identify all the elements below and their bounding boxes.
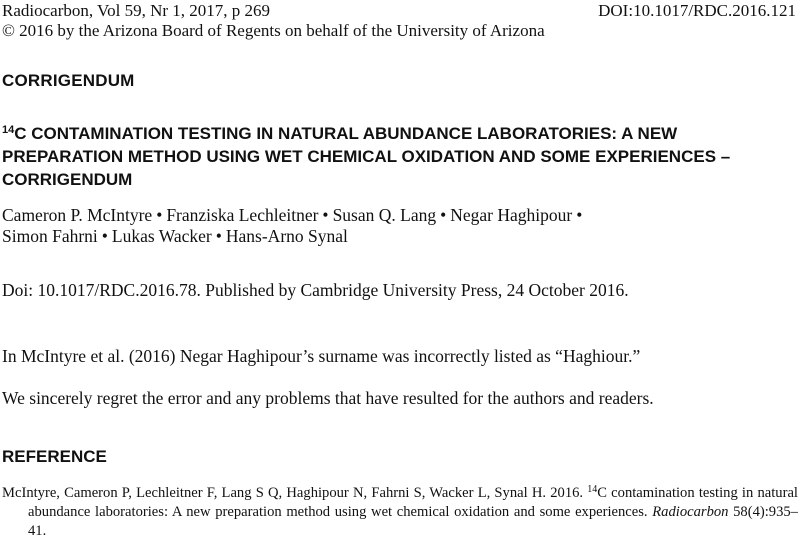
section-label: CORRIGENDUM: [2, 71, 135, 90]
reference-title: C contamination testing in natural abundance laboratories: A new preparation method using wet chemical oxidation and some experiences.: [28, 485, 798, 520]
author: Susan Q. Lang: [332, 205, 437, 225]
title-text: C CONTAMINATION TESTING IN NATURAL ABUNDANCE LABORATORIES: A NEW PREPARATION METHOD USING WET CHEMICAL OXIDATION AND SOME EXPERIENCES – CORRIGENDUM: [2, 124, 731, 189]
journal-info: Radiocarbon, Vol 59, Nr 1, 2017, p 269: [2, 1, 271, 20]
author-list: [2, 205, 798, 247]
author: Lukas Wacker: [111, 226, 212, 246]
author-separator: •: [440, 205, 447, 225]
author: Negar Haghipour: [450, 205, 573, 225]
reference-journal: Radiocarbon: [652, 504, 729, 520]
body-paragraph: In McIntyre et al. (2016) Negar Haghipour’s surname was incorrectly listed as “Haghiour.”: [2, 346, 641, 366]
author: Simon Fahrni: [2, 226, 98, 246]
doi-link[interactable]: DOI:10.1017/RDC.2016.121: [598, 1, 796, 20]
reference-superscript: 14: [587, 484, 598, 495]
author-separator: •: [101, 226, 108, 246]
journal-header: [2, 0, 798, 22]
article-title: [2, 119, 792, 191]
references-heading: REFERENCE: [2, 447, 107, 466]
reference-authors: McIntyre, Cameron P, Lechleitner F, Lang S Q, Haghipour N, Fahrni S, Wacker L, Synal H. 2016.: [2, 485, 588, 501]
reference-entry: [2, 480, 798, 541]
author: Cameron P. McIntyre: [2, 205, 153, 225]
body-paragraph: We sincerely regret the error and any problems that have resulted for the authors and readers.: [2, 388, 654, 408]
publication-doi-line: Doi: 10.1017/RDC.2016.78. Published by Cambridge University Press, 24 October 2016.: [2, 280, 629, 300]
author: Franziska Lechleitner: [166, 205, 319, 225]
reference-volume: 58(4):935–41.: [28, 504, 798, 539]
author-separator: •: [322, 205, 329, 225]
author-separator: •: [576, 205, 583, 225]
title-superscript: 14: [2, 124, 15, 136]
author: Hans-Arno Synal: [225, 226, 348, 246]
copyright-notice: © 2016 by the Arizona Board of Regents on behalf of the University of Arizona: [2, 21, 545, 40]
author-separator: •: [215, 226, 222, 246]
author-separator: •: [156, 205, 163, 225]
